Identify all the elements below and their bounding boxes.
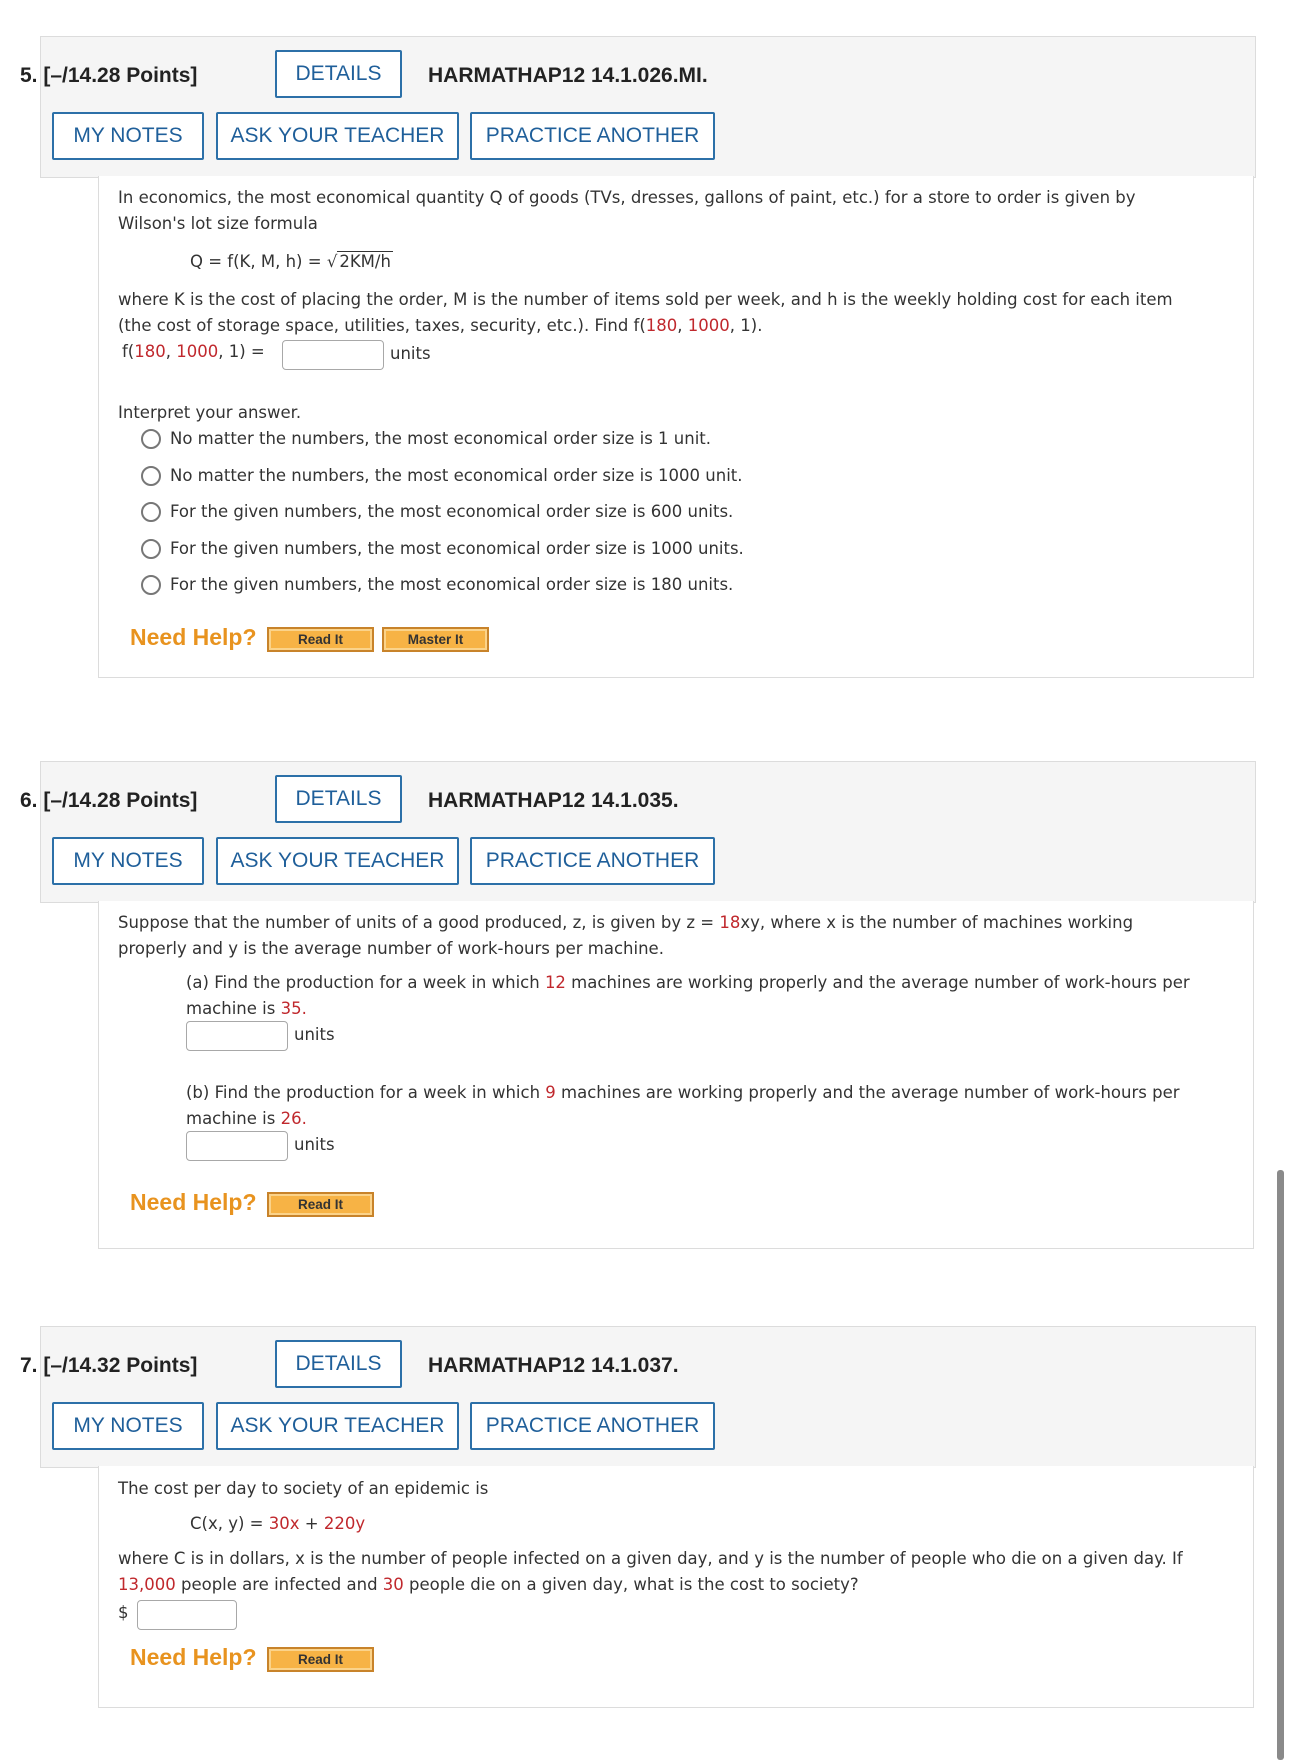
- q6-coef: 18: [719, 913, 741, 932]
- q7-cost-input[interactable]: [137, 1600, 237, 1630]
- q6-intro-b: xy, where x is the number of machines working: [740, 913, 1134, 932]
- q5-intro: In economics, the most economical quantity Q of goods (TVs, dresses, gallons of paint, etc.) for a store to order is given by: [118, 188, 1136, 207]
- q5-number: 5.: [20, 64, 38, 87]
- q6-code: HARMATHAP12 14.1.035.: [428, 789, 679, 812]
- q5-master-it-button[interactable]: Master It: [382, 627, 489, 652]
- q7-dollar-sign: $: [118, 1603, 129, 1622]
- q7-coef-x: 30x: [268, 1514, 300, 1533]
- scrollbar-thumb[interactable]: [1277, 1170, 1284, 1760]
- q6-practice-another-button[interactable]: PRACTICE ANOTHER: [470, 837, 715, 885]
- q5-where-2-end: ).: [750, 316, 763, 335]
- q5-units-label: units: [390, 344, 431, 363]
- sqrt-symbol: √ 2KM/h: [326, 252, 391, 271]
- q6-intro-2: properly and y is the average number of work-hours per machine.: [118, 939, 664, 958]
- q7-practice-another-button[interactable]: PRACTICE ANOTHER: [470, 1402, 715, 1450]
- q5-title: [20, 64, 197, 88]
- q7-number: 7.: [20, 1354, 38, 1377]
- q5-h-value: 1: [740, 316, 751, 335]
- q7-infected: 13,000: [118, 1575, 176, 1594]
- q6-a-hours: 35: [280, 999, 302, 1018]
- q7-details-button[interactable]: DETAILS: [275, 1340, 402, 1388]
- q7-plus: +: [299, 1514, 324, 1533]
- q5-option-1-label: No matter the numbers, the most economical order size is 1 unit.: [170, 429, 711, 448]
- q7-intro: The cost per day to society of an epidemic is: [118, 1479, 489, 1498]
- q7-read-it-button[interactable]: Read It: [267, 1647, 374, 1672]
- q6-b-units: units: [294, 1135, 335, 1154]
- q7-where-2: [118, 1572, 859, 1598]
- q6-read-it-button[interactable]: Read It: [267, 1192, 374, 1217]
- q5-answer-suffix: ) =: [239, 342, 265, 361]
- q5-answer-label: f(180, 1000, 1) =: [122, 342, 265, 361]
- q7-where-1: where C is in dollars, x is the number of people infected on a given day, and y is the number of people who die on a given day. If: [118, 1549, 1183, 1568]
- q7-points: [–/14.32 Points]: [43, 1354, 198, 1377]
- q6-number: 6.: [20, 789, 38, 812]
- q6-a-input[interactable]: [186, 1021, 288, 1051]
- q5-answer-k: 180: [134, 342, 166, 361]
- q7-where-2-mid: people are infected and: [175, 1575, 383, 1594]
- q7-formula-lhs: C(x, y) =: [190, 1514, 269, 1533]
- q7-need-help: Need Help?: [130, 1644, 257, 1670]
- q5-formula-lhs: Q = f(K, M, h) =: [190, 252, 322, 271]
- q5-option-5-label: For the given numbers, the most economical order size is 180 units.: [170, 575, 734, 594]
- q6-intro: [118, 910, 1133, 936]
- q6-details-button[interactable]: DETAILS: [275, 775, 402, 823]
- q5-option-4-label: For the given numbers, the most economical order size is 1000 units.: [170, 539, 744, 558]
- q5-code: HARMATHAP12 14.1.026.MI.: [428, 64, 708, 87]
- q5-intro-2: Wilson's lot size formula: [118, 214, 318, 233]
- q5-ask-teacher-button[interactable]: ASK YOUR TEACHER: [216, 112, 459, 160]
- q5-k-value: 180: [645, 316, 678, 335]
- q6-b-mid: machines are working properly and the average number of work-hours per: [555, 1083, 1180, 1102]
- q6-part-a: [186, 970, 1190, 996]
- q6-a-units: units: [294, 1025, 335, 1044]
- q5-details-button[interactable]: DETAILS: [275, 50, 402, 98]
- q5-answer-h: 1: [228, 342, 240, 361]
- q6-b-hours: 26: [280, 1109, 302, 1128]
- q7-where-2-end: people die on a given day, what is the cost to society?: [403, 1575, 859, 1594]
- q6-title: [20, 789, 197, 813]
- q7-title: [20, 1354, 197, 1378]
- q5-answer-input[interactable]: [282, 340, 384, 370]
- q6-b-machines: 9: [545, 1083, 556, 1102]
- q6-part-b: [186, 1080, 1180, 1106]
- q5-where-1: where K is the cost of placing the order, M is the number of items sold per week, and h is the weekly holding cost for each item: [118, 290, 1173, 309]
- q6-a-pre: (a) Find the production for a week in which: [186, 973, 545, 992]
- q6-a-mid: machines are working properly and the average number of work-hours per: [565, 973, 1190, 992]
- q5-option-3-label: For the given numbers, the most economical order size is 600 units.: [170, 502, 734, 521]
- q6-a-line2: machine is: [186, 999, 281, 1018]
- q5-where-2: (the cost of storage space, utilities, taxes, security, etc.). Find f(180, 1000, 1).: [118, 316, 763, 335]
- q5-option-4-radio[interactable]: [141, 539, 161, 559]
- q5-practice-another-button[interactable]: PRACTICE ANOTHER: [470, 112, 715, 160]
- q7-my-notes-button[interactable]: MY NOTES: [52, 1402, 204, 1450]
- q5-option-2-radio[interactable]: [141, 466, 161, 486]
- q5-answer-m: 1000: [176, 342, 219, 361]
- q5-formula: [190, 249, 393, 275]
- q5-m-value: 1000: [687, 316, 730, 335]
- q6-intro-a: Suppose that the number of units of a good produced, z, is given by z =: [118, 913, 720, 932]
- q6-b-line2: machine is: [186, 1109, 281, 1128]
- q6-ask-teacher-button[interactable]: ASK YOUR TEACHER: [216, 837, 459, 885]
- q5-option-5-radio[interactable]: [141, 575, 161, 595]
- q5-my-notes-button[interactable]: MY NOTES: [52, 112, 204, 160]
- q6-my-notes-button[interactable]: MY NOTES: [52, 837, 204, 885]
- q7-coef-y: 220y: [323, 1514, 366, 1533]
- q7-ask-teacher-button[interactable]: ASK YOUR TEACHER: [216, 1402, 459, 1450]
- q5-need-help: Need Help?: [130, 624, 257, 650]
- q5-read-it-button[interactable]: Read It: [267, 627, 374, 652]
- q7-code: HARMATHAP12 14.1.037.: [428, 1354, 679, 1377]
- q6-a-machines: 12: [544, 973, 566, 992]
- q5-formula-radicand: 2KM/h: [339, 252, 391, 271]
- q6-points: [–/14.28 Points]: [43, 789, 198, 812]
- q5-interpret-label: Interpret your answer.: [118, 403, 302, 422]
- q5-option-1-radio[interactable]: [141, 429, 161, 449]
- q5-answer-prefix: f(: [122, 342, 135, 361]
- q7-died: 30: [382, 1575, 404, 1594]
- q5-where-2-text: (the cost of storage space, utilities, taxes, security, etc.). Find f(: [118, 316, 646, 335]
- q6-need-help: Need Help?: [130, 1189, 257, 1215]
- q6-part-a-2: machine is 35.: [186, 999, 307, 1018]
- q7-formula: [190, 1511, 365, 1537]
- q5-option-3-radio[interactable]: [141, 502, 161, 522]
- q6-part-b-2: machine is 26.: [186, 1109, 307, 1128]
- q5-option-2-label: No matter the numbers, the most economical order size is 1000 unit.: [170, 466, 743, 485]
- q6-b-pre: (b) Find the production for a week in which: [186, 1083, 546, 1102]
- q5-points: [–/14.28 Points]: [43, 64, 198, 87]
- q6-b-input[interactable]: [186, 1131, 288, 1161]
